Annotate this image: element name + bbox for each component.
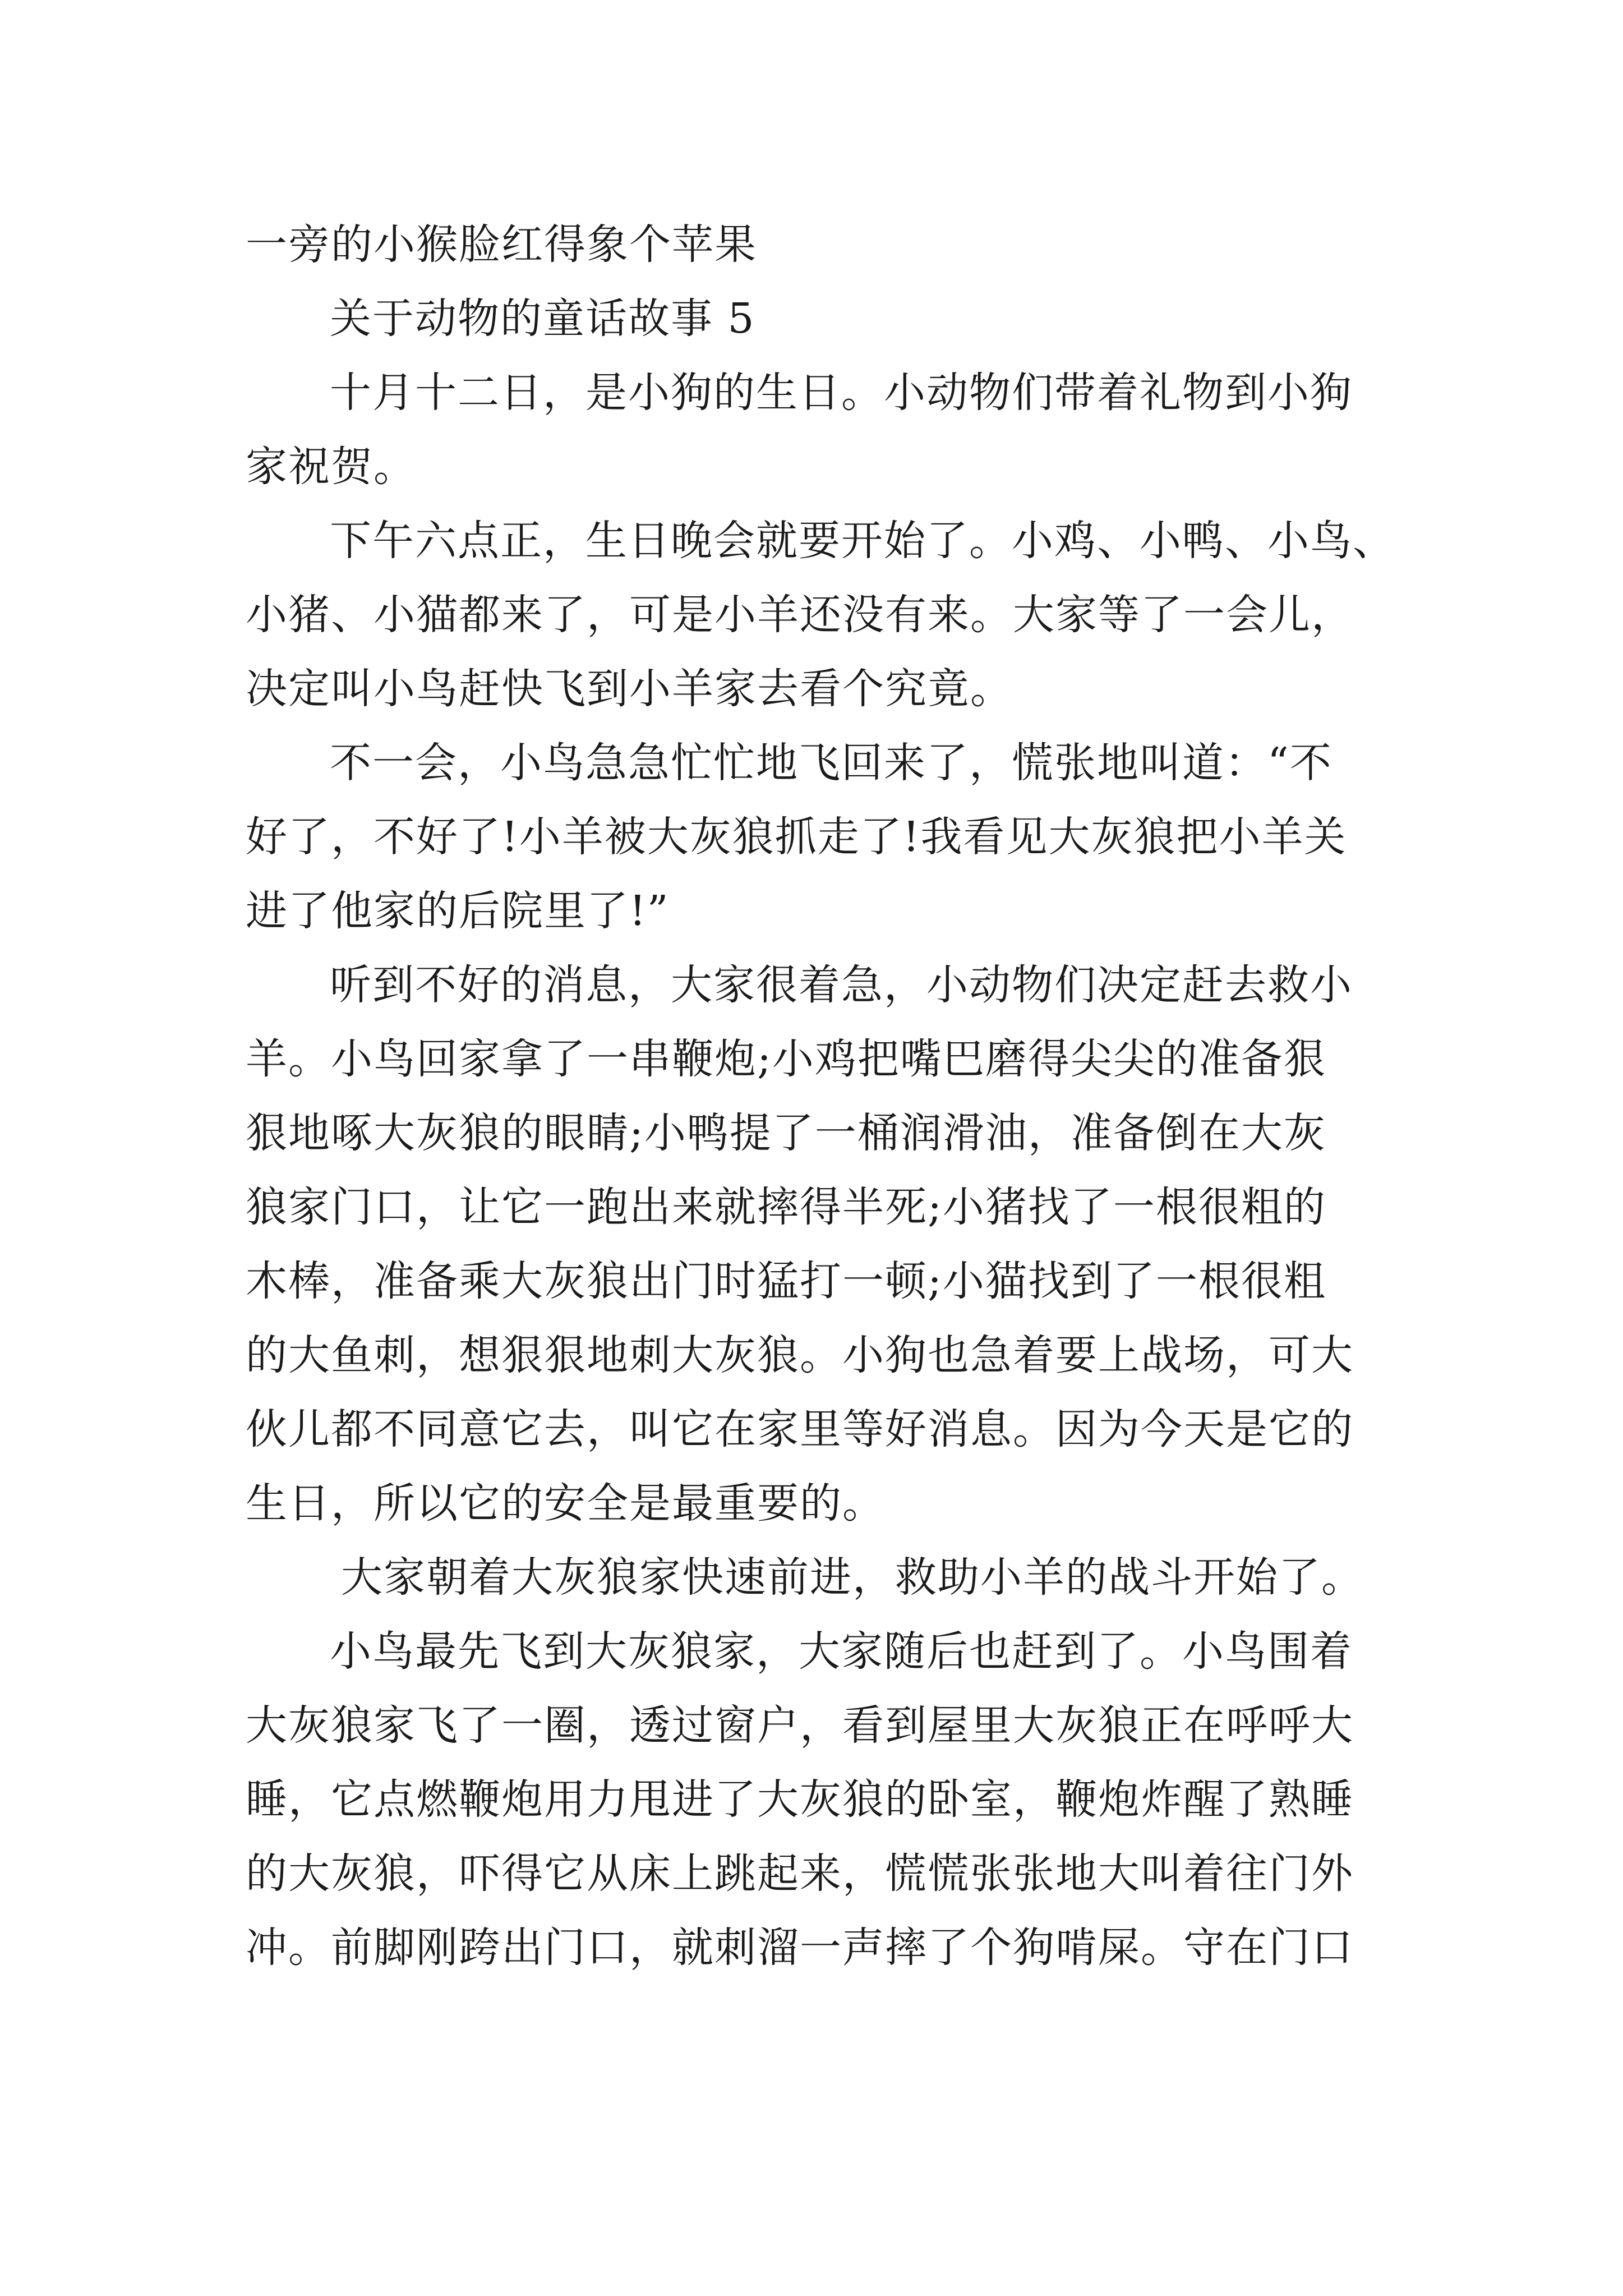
text-line: 小鸟最先飞到大灰狼家，大家随后也赶到了。小鸟围着 xyxy=(330,1627,1353,1676)
text-line: 大灰狼家飞了一圈，透过窗户，看到屋里大灰狼正在呼呼大 xyxy=(246,1701,1354,1750)
text-line: 伙儿都不同意它去，叫它在家里等好消息。因为今天是它的 xyxy=(246,1405,1354,1453)
section-heading: 关于动物的童话故事 5 xyxy=(330,295,755,343)
text-line: 进了他家的后院里了!” xyxy=(246,887,670,935)
text-line: 听到不好的消息，大家很着急，小动物们决定赶去救小 xyxy=(330,961,1353,1009)
text-line: 小猪、小猫都来了，可是小羊还没有来。大家等了一会儿， xyxy=(246,591,1354,639)
text-line: 生日，所以它的安全是最重要的。 xyxy=(246,1479,885,1527)
text-line: 好了，不好了!小羊被大灰狼抓走了!我看见大灰狼把小羊关 xyxy=(246,813,1347,861)
text-line: 狠地啄大灰狼的眼睛;小鸭提了一桶润滑油，准备倒在大灰 xyxy=(246,1109,1326,1157)
text-line: 决定叫小鸟赶快飞到小羊家去看个究竟。 xyxy=(246,665,1013,713)
text-line: 的大灰狼，吓得它从床上跳起来，慌慌张张地大叫着往门外 xyxy=(246,1849,1354,1898)
text-line: 下午六点正，生日晚会就要开始了。小鸡、小鸭、小鸟、 xyxy=(330,517,1395,565)
text-line: 羊。小鸟回家拿了一串鞭炮;小鸡把嘴巴磨得尖尖的准备狠 xyxy=(246,1035,1326,1083)
text-line: 冲。前脚刚跨出门口，就刺溜一声摔了个狗啃屎。守在门口 xyxy=(246,1924,1354,1972)
text-line: 木棒，准备乘大灰狼出门时猛打一顿;小猫找到了一根很粗 xyxy=(246,1257,1326,1305)
text-line: 十月十二日，是小狗的生日。小动物们带着礼物到小狗 xyxy=(330,369,1353,417)
text-line: 大家朝着大灰狼家快速前进，救助小羊的战斗开始了。 xyxy=(341,1553,1364,1602)
body-text xyxy=(246,208,1395,1985)
text-line: 的大鱼刺，想狠狠地刺大灰狼。小狗也急着要上战场，可大 xyxy=(246,1331,1354,1379)
text-line: 一旁的小猴脸红得象个苹果 xyxy=(246,220,757,269)
text-line: 不一会，小鸟急急忙忙地飞回来了，慌张地叫道：“不 xyxy=(330,739,1332,787)
text-line: 睡，它点燃鞭炮用力甩进了大灰狼的卧室，鞭炮炸醒了熟睡 xyxy=(246,1775,1354,1824)
text-line: 家祝贺。 xyxy=(246,443,416,491)
text-line: 狼家门口，让它一跑出来就摔得半死;小猪找了一根很粗的 xyxy=(246,1183,1326,1231)
